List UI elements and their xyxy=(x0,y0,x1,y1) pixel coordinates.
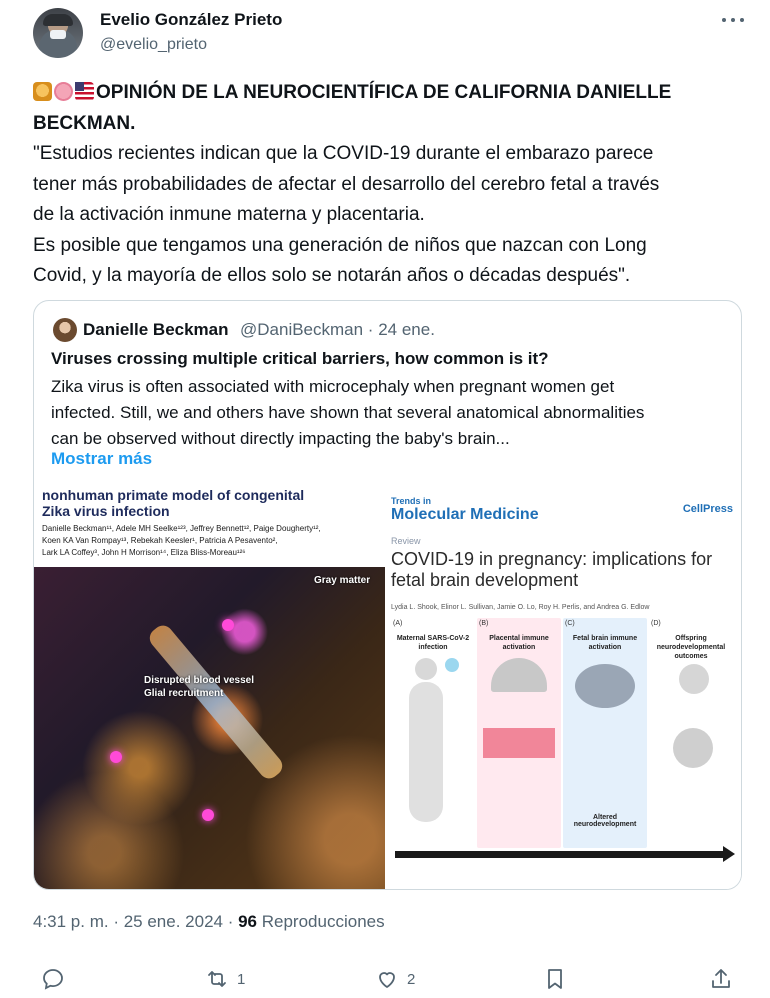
tweet-line-7: Covid, y la mayoría de ellos solo se notarán años o décadas después". xyxy=(33,265,631,286)
paper-heading-1: nonhuman primate model of congenital xyxy=(42,487,305,503)
quoted-body-line-3: can be observed without directly impacting the baby's brain... xyxy=(51,429,510,448)
tweet-line xyxy=(33,78,745,109)
publisher-logo: CellPress xyxy=(682,503,733,515)
tweet-text xyxy=(33,78,745,292)
quoted-author-meta: @DaniBeckman · 24 ene. xyxy=(240,320,435,339)
action-bar xyxy=(33,967,745,997)
review-label: Review xyxy=(391,536,421,546)
paper-header xyxy=(34,483,385,565)
author-avatar[interactable] xyxy=(33,8,83,58)
panel-d xyxy=(649,618,737,848)
quoted-title: Viruses crossing multiple critical barriers, how common is it? xyxy=(51,349,549,368)
stain-dot xyxy=(202,809,214,821)
paper-authors-line-3: Lark LA Coffey³, John H Morrison¹⁴, Eliza Bliss-Moreau¹²⁶ xyxy=(42,548,246,557)
quoted-body xyxy=(51,374,721,452)
figure-panels xyxy=(391,618,741,878)
tweet-date[interactable]: 25 ene. 2024 xyxy=(123,912,223,931)
heart-icon xyxy=(375,967,399,991)
timeline-arrow-bar xyxy=(395,851,725,858)
tweet-timestamp: 4:31 p. m. · 25 ene. 2024 · 96 Reproducciones xyxy=(33,912,385,931)
label-gray-matter: Gray matter xyxy=(314,575,371,586)
journal-big: Molecular Medicine xyxy=(391,506,539,523)
fetal-brain-shape xyxy=(575,664,635,708)
panel-b xyxy=(477,618,561,848)
media-image-zika[interactable] xyxy=(34,483,385,890)
blood-vessel-shape xyxy=(146,622,287,783)
placenta-shape xyxy=(491,658,547,692)
tweet-line-3: "Estudios recientes indican que la COVID-19 durante el embarazo parece xyxy=(33,143,654,164)
tweet-line-1: OPINIÓN DE LA NEUROCIENTÍFICA DE CALIFORNIA DANIELLE xyxy=(96,82,672,103)
like-button[interactable] xyxy=(375,967,415,991)
label-disrupted-vessel: Disrupted blood vessel xyxy=(144,675,255,686)
reply-button[interactable] xyxy=(41,967,73,991)
author-display-name[interactable]: Evelio González Prieto xyxy=(100,10,283,29)
review-authors: Lydia L. Shook, Elinor L. Sullivan, Jamie O. Lo, Roy H. Perlis, and Andrea G. Edlow xyxy=(391,604,650,611)
like-count: 2 xyxy=(407,970,416,988)
panel-a-title: Maternal SARS-CoV-2 infection xyxy=(396,635,470,651)
tweet-line-4: tener más probabilidades de afectar el desarrollo del cerebro fetal a través xyxy=(33,173,660,195)
more-options-icon[interactable] xyxy=(722,10,744,30)
altered-neurodevelopment-label: Altered neurodevelopment xyxy=(573,814,637,828)
retweet-button[interactable] xyxy=(205,967,245,991)
media-image-review[interactable] xyxy=(387,483,742,890)
author-handle[interactable]: @evelio_prieto xyxy=(100,36,207,53)
emoji-group xyxy=(33,82,94,101)
panel-a-label: (A) xyxy=(393,620,403,627)
share-button[interactable] xyxy=(709,967,733,991)
virus-shape xyxy=(445,658,459,672)
tweet-line-2: BECKMAN. xyxy=(33,112,136,134)
retweet-count: 1 xyxy=(237,970,246,988)
panel-c-label: (C) xyxy=(565,620,575,627)
label-glial: Glial recruitment xyxy=(144,688,224,699)
tweet-time[interactable]: 4:31 p. m. xyxy=(33,912,109,931)
panel-b-label: (B) xyxy=(479,620,489,627)
stain-dot xyxy=(110,751,122,763)
child-head-shape xyxy=(679,664,709,694)
stain-dot xyxy=(222,619,234,631)
avatar-mask-shape xyxy=(50,30,66,39)
us-flag-emoji-icon xyxy=(75,82,94,101)
panel-a xyxy=(391,618,475,848)
panel-d-label: (D) xyxy=(651,620,661,627)
views-count: 96 xyxy=(238,912,258,931)
journal-small: Trends in xyxy=(391,496,432,506)
avatar-cap-shape xyxy=(43,14,73,26)
quoted-author-avatar[interactable] xyxy=(53,318,77,342)
review-title: COVID-19 in pregnancy: implications for fetal brain development xyxy=(391,549,713,590)
bookmark-icon xyxy=(543,967,567,991)
panel-c-title: Fetal brain immune activation xyxy=(572,635,638,651)
baby-faces-emoji-icon xyxy=(33,82,52,101)
microscopy-image xyxy=(34,567,385,890)
paper-authors-line-2: Koen KA Van Rompay¹³, Rebekah Keesler¹, Patricia A Pesavento², xyxy=(42,536,278,545)
retweet-icon xyxy=(205,967,229,991)
panel-b-title: Placental immune activation xyxy=(489,635,549,651)
views-label: Reproducciones xyxy=(261,912,385,931)
panel-d-title: Offspring neurodevelopmental outcomes xyxy=(656,635,726,660)
panel-c xyxy=(563,618,647,848)
figure-head-shape xyxy=(415,658,437,680)
figure-body-shape xyxy=(409,682,443,822)
quoted-tweet[interactable] xyxy=(33,300,742,890)
quoted-author-name[interactable]: Danielle Beckman xyxy=(83,320,229,339)
timeline-arrow-head xyxy=(723,846,735,862)
tweet-line-6: Es posible que tengamos una generación de niños que nazcan con Long xyxy=(33,234,647,256)
reply-icon xyxy=(41,967,65,991)
paper-authors xyxy=(42,523,377,559)
placental-tissue-shape xyxy=(483,728,555,758)
show-more-link[interactable]: Mostrar más xyxy=(51,449,153,468)
child-figure-shape xyxy=(673,728,713,768)
paper-heading-2: Zika virus infection xyxy=(42,503,170,519)
quoted-body-line-2: infected. Still, we and others have shown that several anatomical abnormalities xyxy=(51,403,645,422)
brain-emoji-icon xyxy=(54,82,73,101)
bookmark-button[interactable] xyxy=(543,967,567,991)
paper-authors-line-1: Danielle Beckman¹¹, Adele MH Seelke¹²³, Jeffrey Bennett¹², Paige Dougherty¹², xyxy=(42,524,321,533)
quoted-media[interactable] xyxy=(34,483,742,890)
tweet-line-5: de la activación inmune materna y placentaria. xyxy=(33,204,425,225)
share-icon xyxy=(709,967,733,991)
quoted-body-line-1: Zika virus is often associated with microcephaly when pregnant women get xyxy=(51,377,615,396)
